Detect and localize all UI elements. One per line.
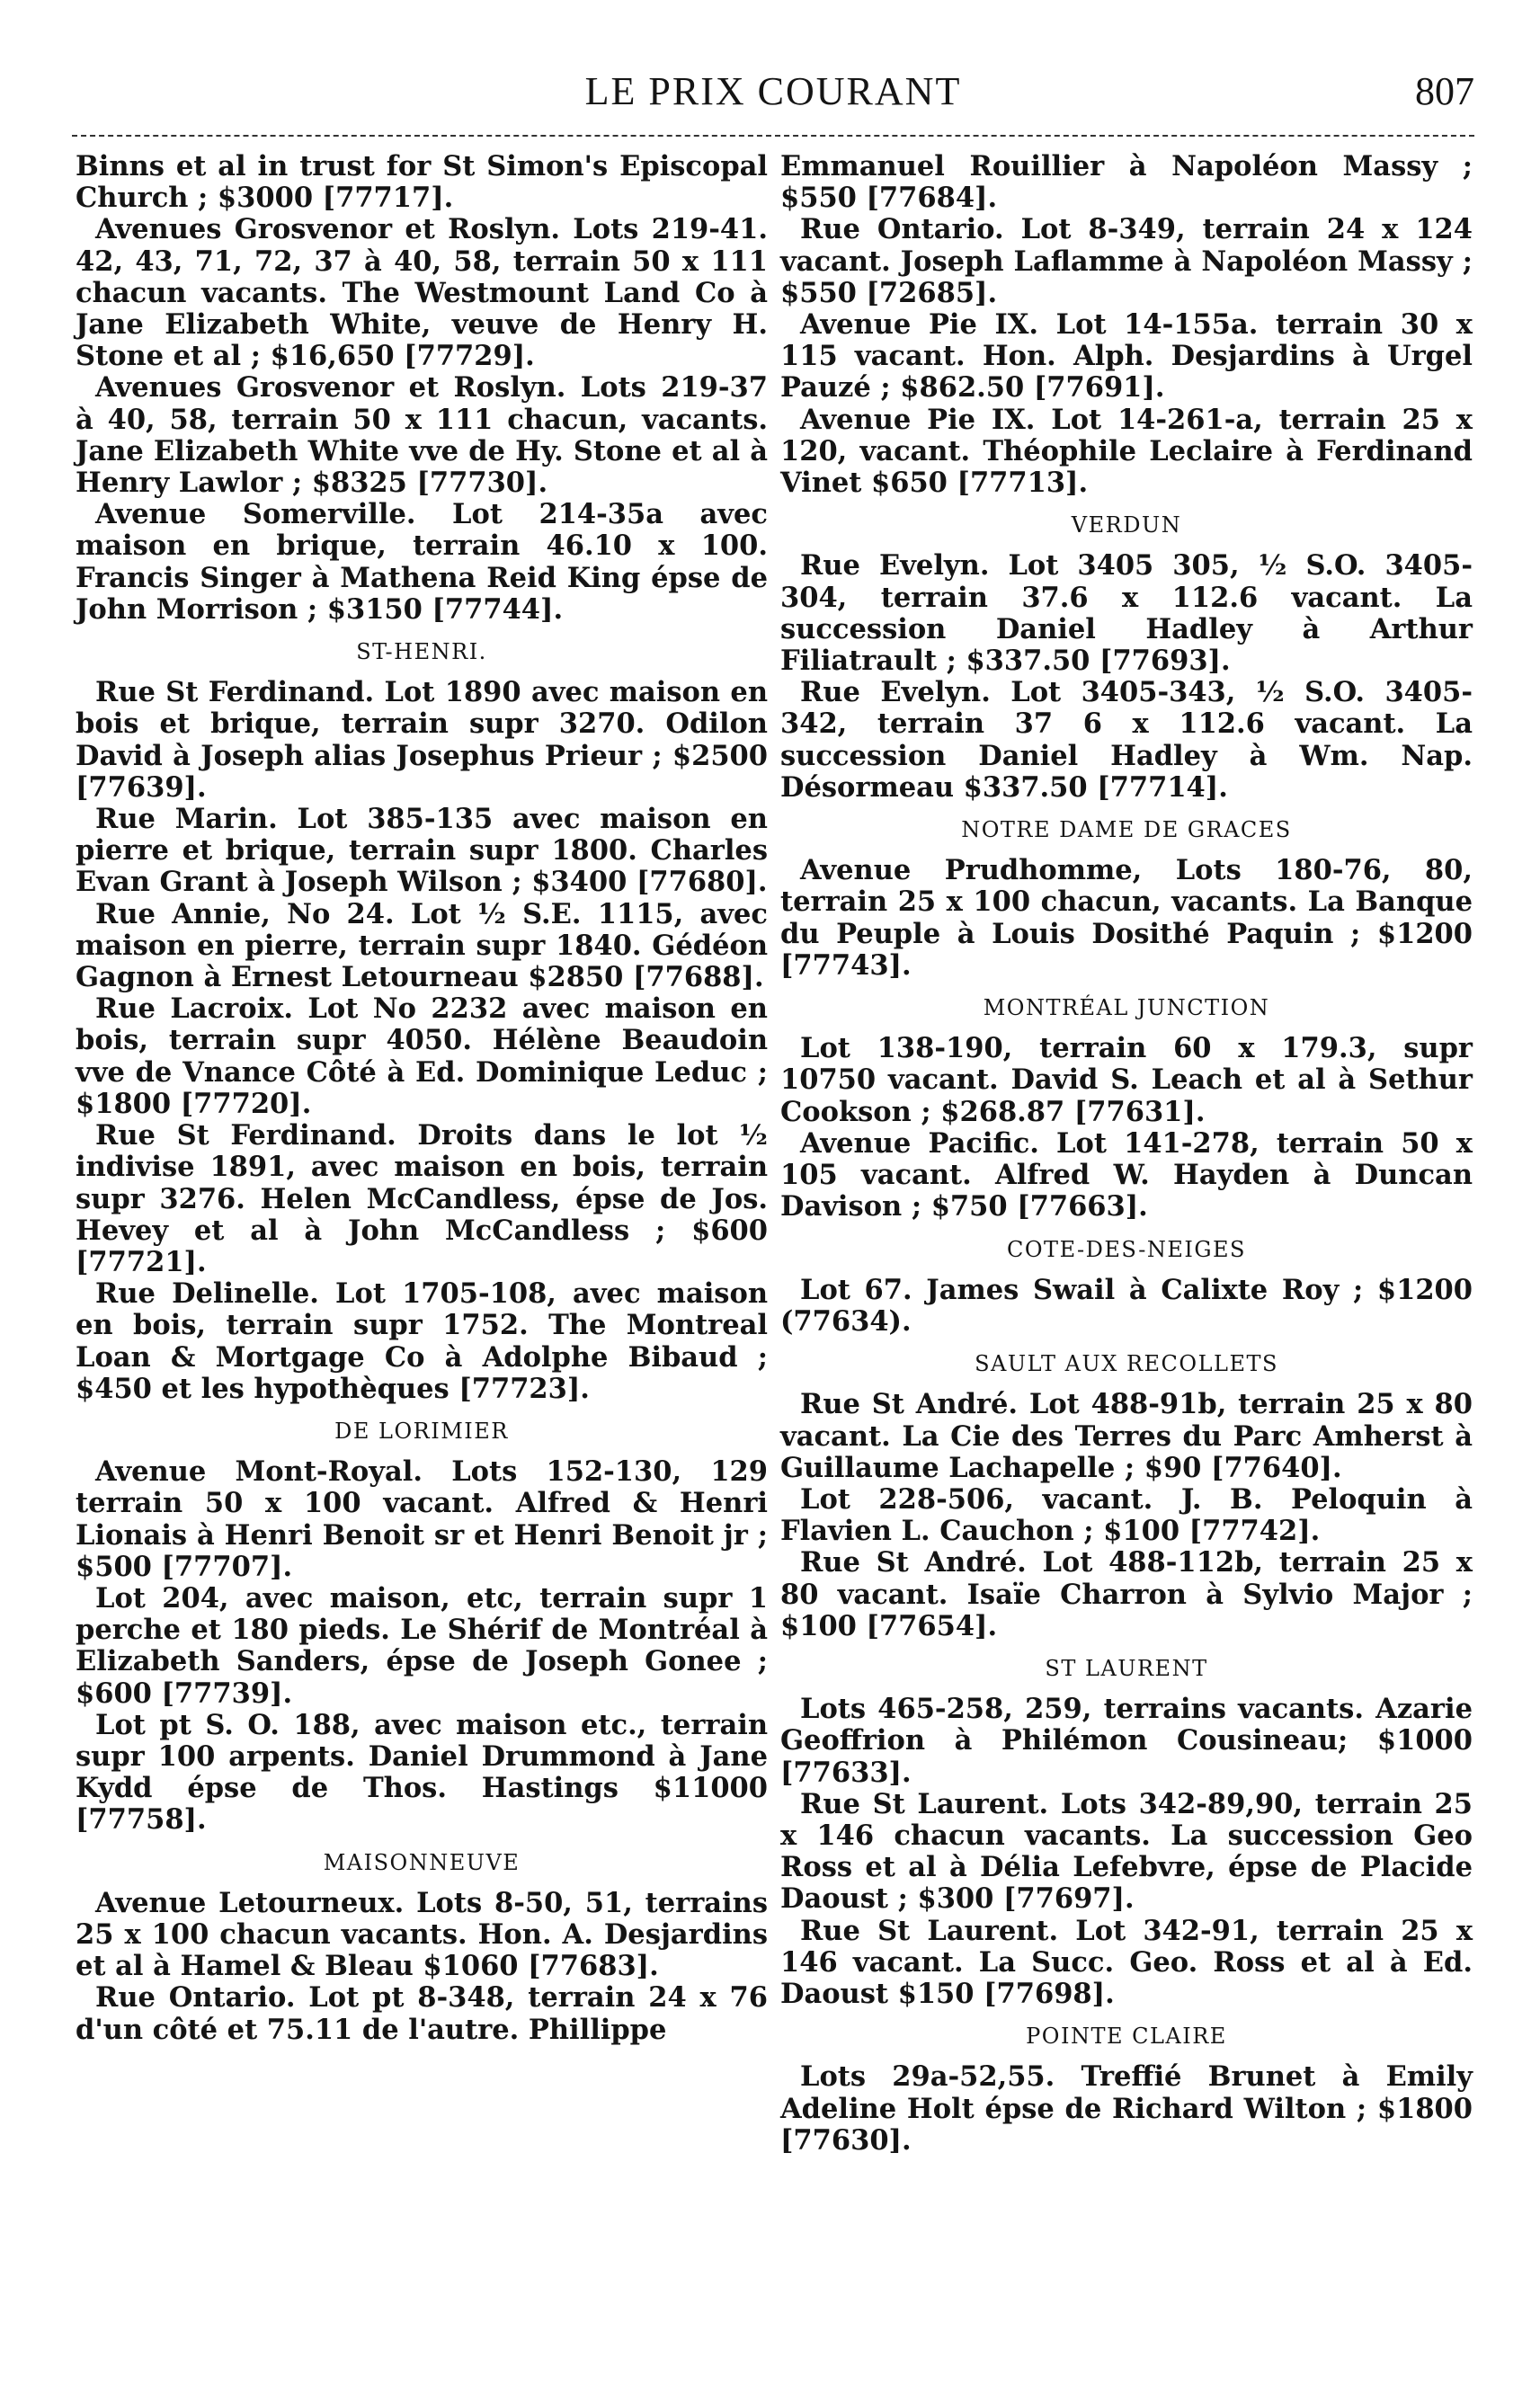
section-heading: NOTRE DAME DE GRACES [961, 817, 1292, 843]
transaction-entry: Avenue Somerville. Lot 214-35a avec maison en brique, terrain 46.10 x 100. Francis Singer à Mathena Reid King épse de John Morrison ; $3150 [77744]. [76, 498, 768, 626]
transaction-entry: Lots 465-258, 259, terrains vacants. Azarie Geoffrion à Philémon Cousineau; $1000 [77633]. [780, 1693, 1473, 1789]
transaction-entry: Rue Delinelle. Lot 1705-108, avec maison en bois, terrain supr 1752. The Montreal Loan & Mortgage Co à Adolphe Bibaud ; $450 et les hypothèques [77723]. [76, 1277, 768, 1405]
transaction-entry: Emmanuel Rouillier à Napoléon Massy ; $550 [77684]. [780, 150, 1473, 215]
transaction-entry: Rue St Laurent. Lot 342-91, terrain 25 x 146 vacant. La Succ. Geo. Ross et al à Ed. Daoust $150 [77698]. [780, 1914, 1473, 2010]
transaction-entry: Rue Evelyn. Lot 3405-343, ½ S.O. 3405-342, terrain 37 6 x 112.6 vacant. La succession Daniel Hadley à Wm. Nap. Désormeau $337.50 [77714]. [780, 676, 1473, 804]
transaction-entry: Lot 204, avec maison, etc, terrain supr 1 perche et 180 pieds. Le Shérif de Montréal à Elizabeth Sanders, épse de Joseph Gonee ; $600 [77739]. [76, 1581, 768, 1710]
transaction-entry: Rue St Ferdinand. Lot 1890 avec maison en bois et brique, terrain supr 3270. Odilon David à Joseph alias Josephus Prieur ; $2500 [77639]. [76, 676, 768, 804]
transaction-entry: Avenues Grosvenor et Roslyn. Lots 219-37 à 40, 58, terrain 50 x 111 chacun, vacants. Jane Elizabeth White vve de Hy. Stone et al à Henry Lawlor ; $8325 [77730]. [76, 371, 768, 500]
section-heading: DE LORIMIER [334, 1418, 509, 1444]
page-header [72, 63, 1474, 126]
section-heading: SAULT AUX RECOLLETS [975, 1351, 1278, 1377]
transaction-entry: Avenue Pie IX. Lot 14-155a. terrain 30 x 115 vacant. Hon. Alph. Desjardins à Urgel Pauzé ; $862.50 [77691]. [780, 308, 1473, 405]
transaction-entry: Avenue Letourneux. Lots 8-50, 51, terrains 25 x 100 chacun vacants. Hon. A. Desjardins et al à Hamel & Bleau $1060 [77683]. [76, 1886, 768, 1983]
transaction-entry: Lot pt S. O. 188, avec maison etc., terrain supr 100 arpents. Daniel Drummond à Jane Kydd épse de Thos. Hastings $11000 [77758]. [76, 1708, 768, 1837]
transaction-entry: Rue St André. Lot 488-91b, terrain 25 x 80 vacant. La Cie des Terres du Parc Amherst à Guillaume Lachapelle ; $90 [77640]. [780, 1388, 1473, 1484]
section-heading: COTE-DES-NEIGES [1007, 1236, 1246, 1262]
transaction-entry: Rue Annie, No 24. Lot ½ S.E. 1115, avec maison en pierre, terrain supr 1840. Gédéon Gagnon à Ernest Letourneau $2850 [77688]. [76, 897, 768, 994]
transaction-entry: Lot 67. James Swail à Calixte Roy ; $1200 (77634). [780, 1273, 1473, 1338]
transaction-entry: Rue Marin. Lot 385-135 avec maison en pierre et brique, terrain supr 1800. Charles Evan Grant à Joseph Wilson ; $3400 [77680]. [76, 803, 768, 899]
transaction-entry: Avenue Pie IX. Lot 14-261-a, terrain 25 x 120, vacant. Théophile Leclaire à Ferdinand Vinet $650 [77713]. [780, 403, 1473, 500]
right-column [780, 151, 1473, 2157]
transaction-entry: Lot 138-190, terrain 60 x 179.3, supr 10750 vacant. David S. Leach et al à Sethur Cookson ; $268.87 [77631]. [780, 1032, 1473, 1128]
transaction-entry: Rue Lacroix. Lot No 2232 avec maison en bois, terrain supr 4050. Hélène Beaudoin vve de Vnance Côté à Ed. Dominique Leduc ; $1800 [77720]. [76, 992, 768, 1120]
journal-title: LE PRIX COURANT [584, 69, 962, 113]
transaction-entry: Avenue Mont-Royal. Lots 152-130, 129 terrain 50 x 100 vacant. Alfred & Henri Lionais à Henri Benoit sr et Henri Benoit jr ; $500 [77707]. [76, 1455, 768, 1583]
transaction-entry: Rue Ontario. Lot 8-349, terrain 24 x 124 vacant. Joseph Laflamme à Napoléon Massy ; $550 [72685]. [780, 213, 1473, 309]
transaction-entry: Binns et al in trust for St Simon's Episcopal Church ; $3000 [77717]. [76, 150, 768, 215]
page-number: 807 [1415, 69, 1474, 113]
transaction-entry: Lot 228-506, vacant. J. B. Peloquin à Flavien L. Cauchon ; $100 [77742]. [780, 1482, 1473, 1548]
transaction-entry: Rue St Ferdinand. Droits dans le lot ½ indivise 1891, avec maison en bois, terrain supr 3276. Helen McCandless, épse de Jos. Hevey et al à John McCandless ; $600 [77721]. [76, 1119, 768, 1278]
transaction-entry: Rue St Laurent. Lots 342-89,90, terrain 25 x 146 chacun vacants. La succession Geo Ross et al à Délia Lefebvre, épse de Placide Daoust ; $300 [77697]. [780, 1787, 1473, 1916]
transaction-entry: Lots 29a-52,55. Treffié Brunet à Emily Adeline Holt épse de Richard Wilton ; $1800 [77630]. [780, 2060, 1473, 2157]
transaction-entry: Avenue Prudhomme, Lots 180-76, 80, terrain 25 x 100 chacun, vacants. La Banque du Peuple à Louis Dosithé Paquin ; $1200 [77743]. [780, 854, 1473, 982]
section-heading: MONTRÉAL JUNCTION [983, 995, 1270, 1021]
section-heading: ST-HENRI. [356, 639, 487, 665]
header-rule [72, 135, 1474, 137]
transaction-entry: Rue Ontario. Lot pt 8-348, terrain 24 x 76 d'un côté et 75.11 de l'autre. Phillippe [76, 1981, 768, 2046]
section-heading: VERDUN [1071, 512, 1182, 538]
transaction-entry: Rue St André. Lot 488-112b, terrain 25 x 80 vacant. Isaïe Charron à Sylvio Major ; $100 [77654]. [780, 1546, 1473, 1642]
transaction-entry: Rue Evelyn. Lot 3405 305, ½ S.O. 3405-304, terrain 37.6 x 112.6 vacant. La succession Daniel Hadley à Arthur Filiatrault ; $337.50 [77693]. [780, 549, 1473, 678]
transaction-entry: Avenues Grosvenor et Roslyn. Lots 219-41. 42, 43, 71, 72, 37 à 40, 58, terrain 50 x 111 chacun vacants. The Westmount Land Co à Jane Elizabeth White, veuve de Henry H. Stone et al ; $16,650 [77729]. [76, 213, 768, 373]
section-heading: MAISONNEUVE [323, 1849, 521, 1875]
section-heading: ST LAURENT [1045, 1655, 1208, 1681]
transaction-entry: Avenue Pacific. Lot 141-278, terrain 50 x 105 vacant. Alfred W. Hayden à Duncan Davison ; $750 [77663]. [780, 1126, 1473, 1223]
left-column [76, 151, 768, 2046]
section-heading: POINTE CLAIRE [1026, 2024, 1227, 2050]
